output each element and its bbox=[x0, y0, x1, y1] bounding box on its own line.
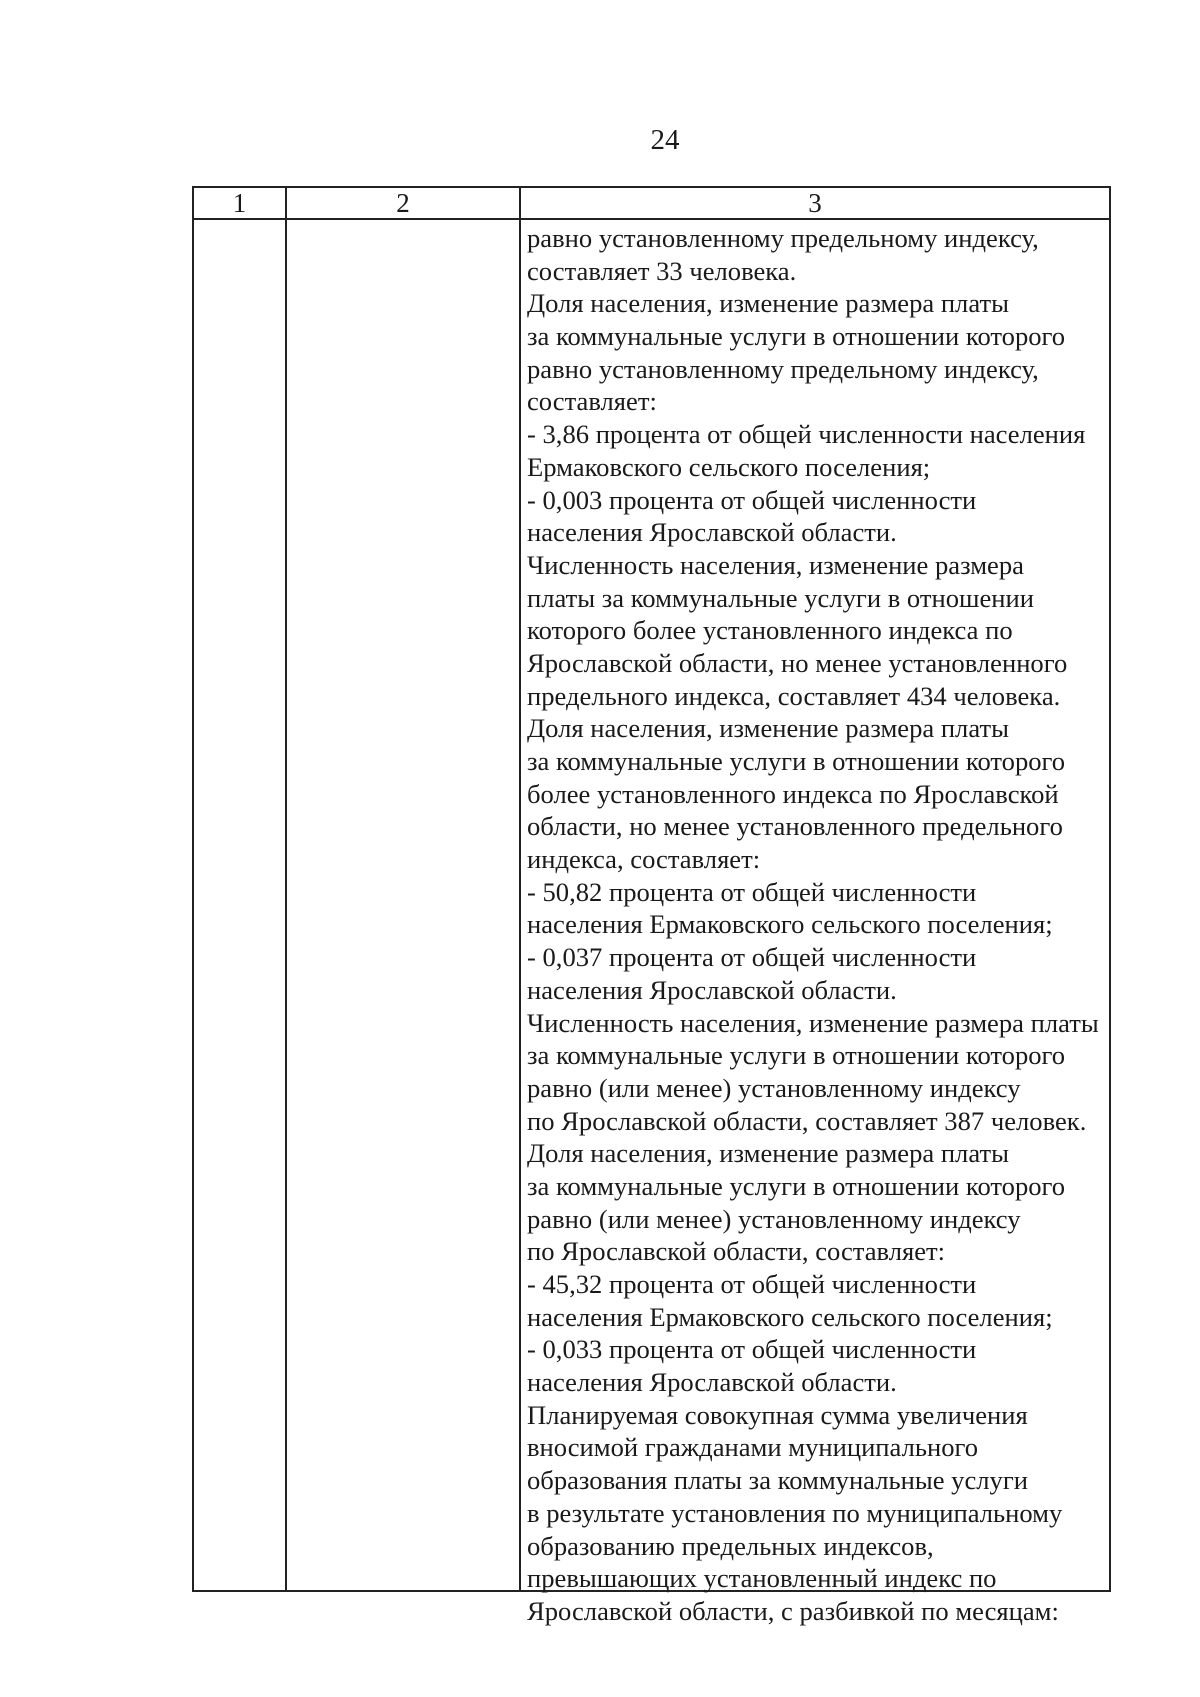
text-line: Ярославской области, но менее установленного bbox=[527, 647, 1068, 678]
text-line: равно установленному предельному индексу, bbox=[527, 223, 1039, 253]
text-line: вносимой гражданами муниципального bbox=[527, 1432, 979, 1463]
column-header-1: 1 bbox=[232, 188, 247, 218]
text-line: населения Ермаковского сельского поселения; bbox=[527, 1301, 1053, 1332]
text-line: индекса, составляет: bbox=[527, 844, 761, 875]
column-header-2: 2 bbox=[396, 188, 410, 218]
column-divider-1 bbox=[285, 186, 287, 1592]
text-line: - 3,86 процента от общей численности населения bbox=[527, 419, 1086, 450]
text-line: образования платы за коммунальные услуги bbox=[527, 1465, 1028, 1496]
text-line: Доля населения, изменение размера платы bbox=[527, 1138, 1009, 1169]
text-line: Численность населения, изменение размера платы bbox=[527, 1007, 1099, 1038]
text-line: Доля населения, изменение размера платы bbox=[527, 713, 1009, 744]
text-line: - 0,003 процента от общей численности bbox=[527, 484, 977, 515]
text-line: за коммунальные услуги в отношении которого bbox=[527, 1040, 1066, 1071]
text-line: Ермаковского сельского поселения; bbox=[527, 451, 931, 482]
text-line: Планируемая совокупная сумма увеличения bbox=[527, 1399, 1028, 1430]
text-line: - 0,033 процента от общей численности bbox=[527, 1334, 977, 1365]
column-3-text bbox=[527, 222, 1107, 1628]
text-line: за коммунальные услуги в отношении которого bbox=[527, 1170, 1066, 1201]
text-line: за коммунальные услуги в отношении которого bbox=[527, 746, 1066, 776]
text-line: равно (или менее) установленному индексу bbox=[527, 1203, 1021, 1234]
text-line: превышающих установленный индекс по bbox=[527, 1563, 997, 1594]
text-line: равно (или менее) установленному индексу bbox=[527, 1072, 1021, 1103]
text-line: - 0,037 процента от общей численности bbox=[527, 942, 977, 973]
text-line: которого более установленного индекса по bbox=[527, 615, 1013, 646]
column-header-3: 3 bbox=[808, 188, 822, 218]
text-line: населения Ярославской области. bbox=[527, 517, 897, 548]
text-line: предельного индекса, составляет 434 человека. bbox=[527, 680, 1061, 711]
text-line: образованию предельных индексов, bbox=[527, 1530, 934, 1561]
text-line: Ярославской области, с разбивкой по месяцам: bbox=[527, 1595, 1059, 1626]
text-line: по Ярославской области, составляет: bbox=[527, 1236, 946, 1267]
text-line: населения Ярославской области. bbox=[527, 1367, 897, 1398]
column-divider-2 bbox=[519, 186, 521, 1592]
page-number: 24 bbox=[650, 124, 680, 156]
text-line: - 45,32 процента от общей численности bbox=[527, 1269, 977, 1299]
text-line: более установленного индекса по Ярославской bbox=[527, 778, 1059, 809]
text-line: Численность населения, изменение размера bbox=[527, 549, 1024, 580]
text-line: населения Ермаковского сельского поселения; bbox=[527, 909, 1053, 940]
text-line: населения Ярославской области. bbox=[527, 974, 897, 1005]
text-line: в результате установления по муниципальному bbox=[527, 1497, 1063, 1528]
text-line: составляет: bbox=[527, 386, 657, 417]
text-line: области, но менее установленного предельного bbox=[527, 811, 1063, 842]
text-line: по Ярославской области, составляет 387 человек. bbox=[527, 1105, 1087, 1136]
text-line: - 50,82 процента от общей численности bbox=[527, 876, 977, 907]
text-line: равно установленному предельному индексу, bbox=[527, 353, 1039, 384]
text-line: составляет 33 человека. bbox=[527, 255, 797, 286]
text-line: за коммунальные услуги в отношении которого bbox=[527, 321, 1066, 352]
text-line: платы за коммунальные услуги в отношении bbox=[527, 582, 1034, 613]
header-divider bbox=[192, 218, 1111, 220]
text-line: Доля населения, изменение размера платы bbox=[527, 288, 1009, 319]
